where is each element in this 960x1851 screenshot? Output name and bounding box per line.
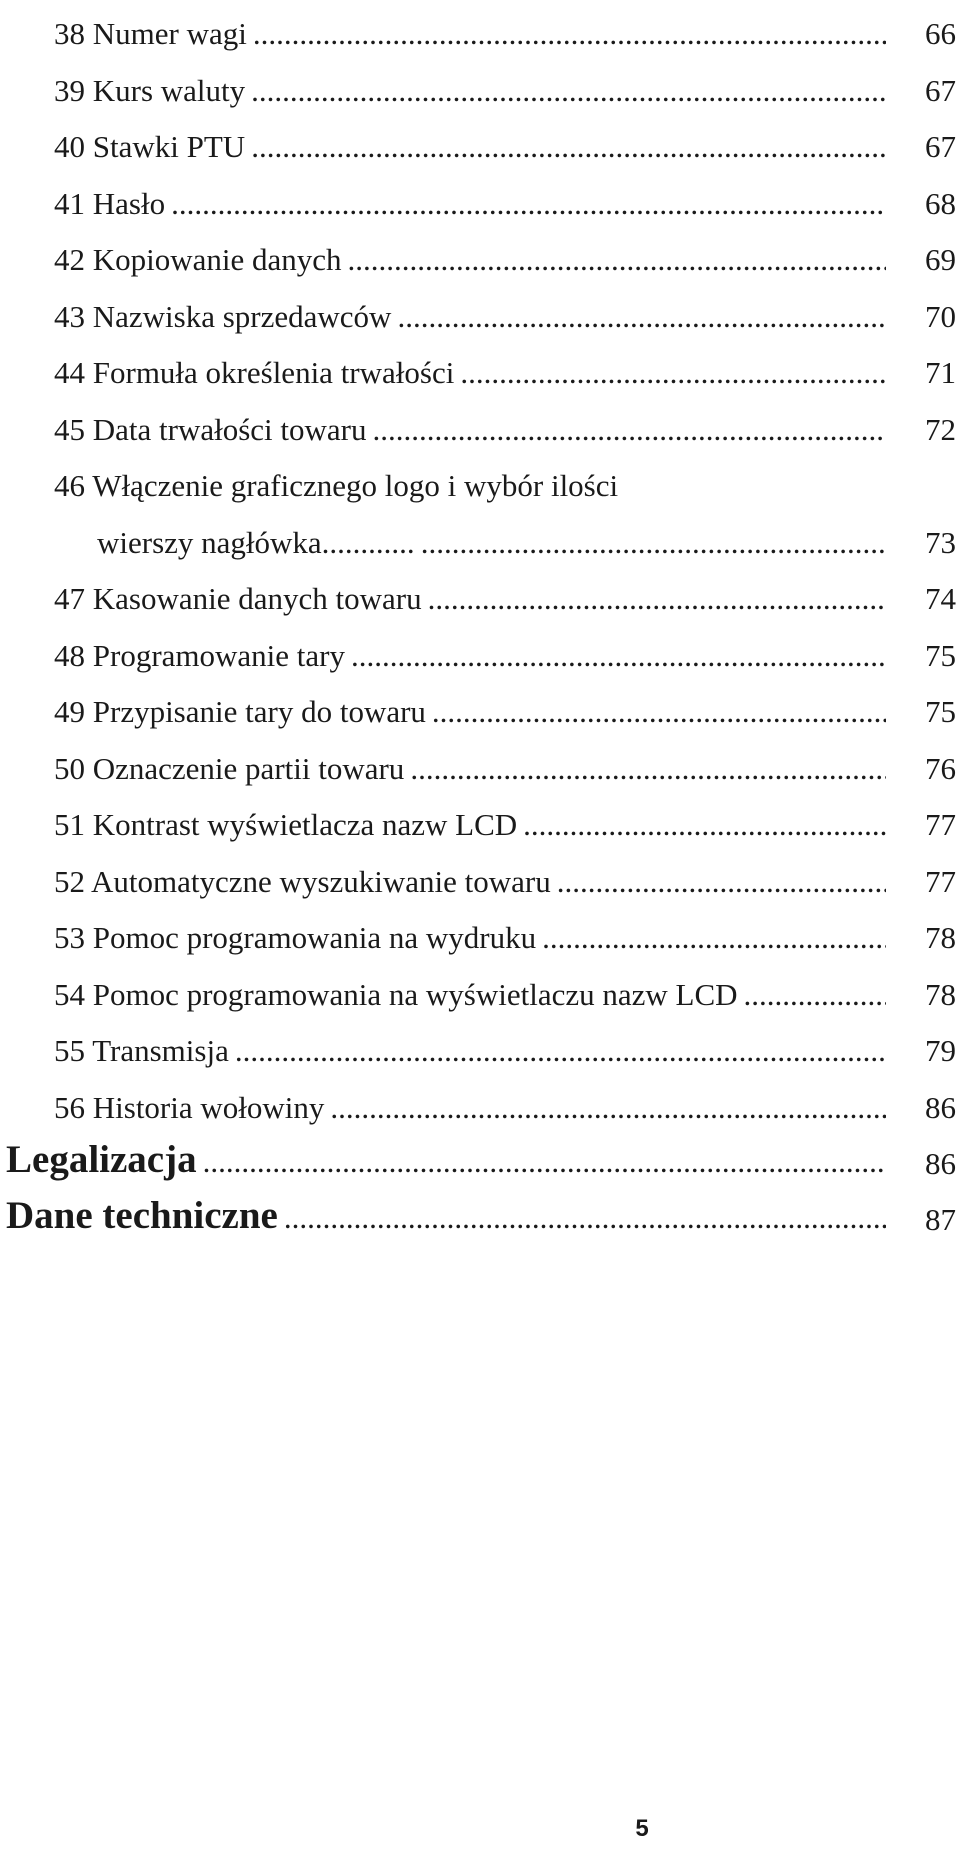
toc-entry-page: 74	[925, 581, 956, 616]
toc-entry	[0, 226, 960, 282]
toc-entry-label: 44 Formuła określenia trwałości	[54, 355, 455, 390]
toc-entry-label: 48 Programowanie tary	[54, 638, 345, 673]
toc-entry-label: 38 Numer wagi	[54, 16, 247, 51]
toc-entry-label: 56 Historia wołowiny	[54, 1090, 325, 1125]
toc-entry	[0, 1017, 960, 1073]
toc-entry-label: 50 Oznaczenie partii towaru	[54, 751, 405, 786]
toc-entry-page: 73	[925, 525, 956, 560]
toc-entry-page: 72	[925, 412, 956, 447]
toc-entry	[0, 113, 960, 169]
toc-entry-label: wierszy nagłówka............	[97, 525, 415, 560]
toc-entry-page: 78	[925, 977, 956, 1012]
toc-entry-page: 71	[925, 355, 956, 390]
toc-heading-page: 87	[925, 1202, 956, 1237]
toc-entry-label: 49 Przypisanie tary do towaru	[54, 694, 426, 729]
toc-entry	[0, 622, 960, 678]
dot-leader	[738, 977, 886, 1013]
toc-entry-label: 46 Włączenie graficznego logo i wybór ilości	[54, 468, 619, 503]
dot-leader	[165, 186, 886, 222]
dot-leader	[415, 525, 886, 561]
toc-entry-label: 42 Kopiowanie danych	[54, 242, 342, 277]
toc-entry-page: 66	[925, 16, 956, 51]
dot-leader	[454, 355, 886, 391]
dot-leader	[345, 638, 886, 674]
toc-entry-label: 39 Kurs waluty	[54, 73, 246, 108]
toc-heading-page: 86	[925, 1146, 956, 1181]
dot-leader	[517, 807, 886, 843]
page-number: 5	[635, 1815, 649, 1842]
toc-heading-label: Legalizacja	[6, 1138, 197, 1181]
toc-entry	[0, 170, 960, 226]
toc-entry-label: 45 Data trwałości towaru	[54, 412, 367, 447]
dot-leader	[245, 73, 886, 109]
toc-entry	[0, 1074, 960, 1130]
toc-entry	[0, 565, 960, 621]
toc-entry-label: 52 Automatyczne wyszukiwanie towaru	[54, 864, 551, 899]
toc-heading	[0, 1186, 960, 1242]
toc-entry	[0, 57, 960, 113]
toc-entry	[0, 0, 960, 56]
dot-leader	[404, 751, 886, 787]
dot-leader	[278, 1200, 886, 1236]
toc-entry-label: 54 Pomoc programowania na wyświetlaczu nazw LCD	[54, 977, 738, 1012]
toc-entry-label: 53 Pomoc programowania na wydruku	[54, 920, 537, 955]
toc-entry-page: 69	[925, 242, 956, 277]
toc-heading-label: Dane techniczne	[6, 1194, 278, 1237]
toc-entry-page: 76	[925, 751, 956, 786]
dot-leader	[245, 129, 886, 165]
toc-entry-page: 86	[925, 1090, 956, 1125]
toc-entry	[0, 904, 960, 960]
dot-leader	[342, 242, 886, 278]
dot-leader	[229, 1033, 886, 1069]
toc-entry	[0, 283, 960, 339]
dot-leader	[366, 412, 886, 448]
toc-entry	[0, 396, 960, 452]
dot-leader	[426, 694, 886, 730]
toc-entry-page: 67	[925, 129, 956, 164]
toc-entry-page: 70	[925, 299, 956, 334]
toc-entry-label: 40 Stawki PTU	[54, 129, 246, 164]
toc-entry-continuation	[0, 509, 960, 565]
dot-leader	[391, 299, 886, 335]
toc-entry-label: 55 Transmisja	[54, 1033, 229, 1068]
toc-heading	[0, 1130, 960, 1186]
toc-entry	[0, 848, 960, 904]
dot-leader	[197, 1144, 886, 1180]
toc-entry-label: 41 Hasło	[54, 186, 166, 221]
toc-entry-label: 51 Kontrast wyświetlacza nazw LCD	[54, 807, 518, 842]
toc-entry-page: 77	[925, 864, 956, 899]
dot-leader	[247, 16, 886, 52]
toc-entry-page: 78	[925, 920, 956, 955]
toc-entry-page: 68	[925, 186, 956, 221]
dot-leader	[551, 864, 886, 900]
toc-entry-page: 75	[925, 638, 956, 673]
toc-entry-wrapped	[0, 452, 960, 508]
toc-entry-page: 79	[925, 1033, 956, 1068]
dot-leader	[422, 581, 886, 617]
toc-entry	[0, 735, 960, 791]
toc-entry	[0, 791, 960, 847]
toc-entry-page: 77	[925, 807, 956, 842]
toc-entry-label: 47 Kasowanie danych towaru	[54, 581, 422, 616]
toc-entry	[0, 339, 960, 395]
toc-entry	[0, 678, 960, 734]
dot-leader	[536, 920, 886, 956]
dot-leader	[324, 1090, 886, 1126]
toc-entry-page: 75	[925, 694, 956, 729]
toc-entry-page: 67	[925, 73, 956, 108]
toc-entry-label: 43 Nazwiska sprzedawców	[54, 299, 392, 334]
toc-entry	[0, 961, 960, 1017]
